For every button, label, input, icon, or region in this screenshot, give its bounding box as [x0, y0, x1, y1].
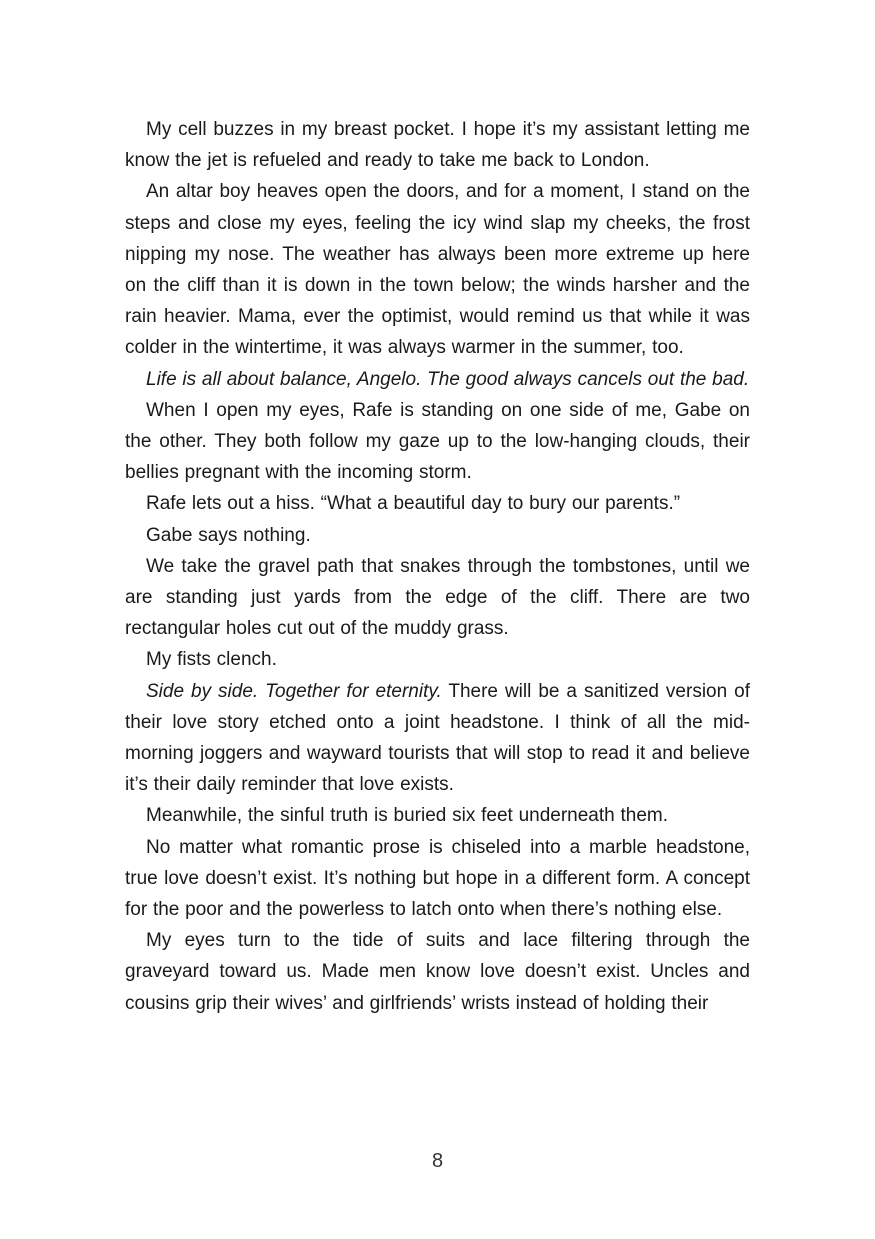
page-body [125, 114, 750, 1019]
paragraph: No matter what romantic prose is chiseled into a marble headstone, true love doesn’t exist. It’s nothing but hope in a different form. A concept for the poor and the powerless to latch onto when there’s nothing else. [125, 836, 750, 921]
paragraph: My cell buzzes in my breast pocket. I hope it’s my assistant letting me know the jet is refueled and ready to take me back to London. [125, 119, 750, 172]
paragraph: When I open my eyes, Rafe is standing on one side of me, Gabe on the other. They both follow my gaze up to the low-hanging clouds, their bellies pregnant with the incoming storm. [125, 399, 750, 484]
paragraph: Meanwhile, the sinful truth is buried six feet underneath them. [146, 805, 669, 827]
paragraph: My fists clench. [146, 649, 277, 671]
italic-paragraph: Life is all about balance, Angelo. The good always cancels out the bad. [146, 368, 750, 390]
paragraph: Rafe lets out a hiss. “What a beautiful day to bury our parents.” [146, 493, 681, 515]
regular-phrase: There will be a sanitized version of their love story etched onto a joint headstone. I think of all the mid-morning joggers and wayward tourists that will stop to read it and believe it’s their daily reminder that love exists. [125, 680, 750, 796]
paragraph: Gabe says nothing. [146, 524, 311, 546]
page-number: 8 [431, 1150, 444, 1172]
italic-phrase: Side by side. Together for eternity. [146, 680, 442, 702]
paragraph: My eyes turn to the tide of suits and lace filtering through the graveyard toward us. Made men know love doesn’t exist. Uncles and cousins grip their wives’ and girlfriends’ wrists instead of holding their [125, 930, 750, 1014]
paragraph: An altar boy heaves open the doors, and for a moment, I stand on the steps and close my eyes, feeling the icy wind slap my cheeks, the frost nipping my nose. The weather has always been more extreme up here on the cliff than it is down in the town below; the winds harsher and the rain heavier. Mama, ever the optimist, would remind us that while it was colder in the wintertime, it was always warmer in the summer, too. [125, 181, 750, 359]
paragraph: We take the gravel path that snakes through the tombstones, until we are standing just yards from the edge of the cliff. There are two rectangular holes cut out of the muddy grass. [125, 555, 750, 640]
mixed-paragraph [125, 676, 750, 801]
